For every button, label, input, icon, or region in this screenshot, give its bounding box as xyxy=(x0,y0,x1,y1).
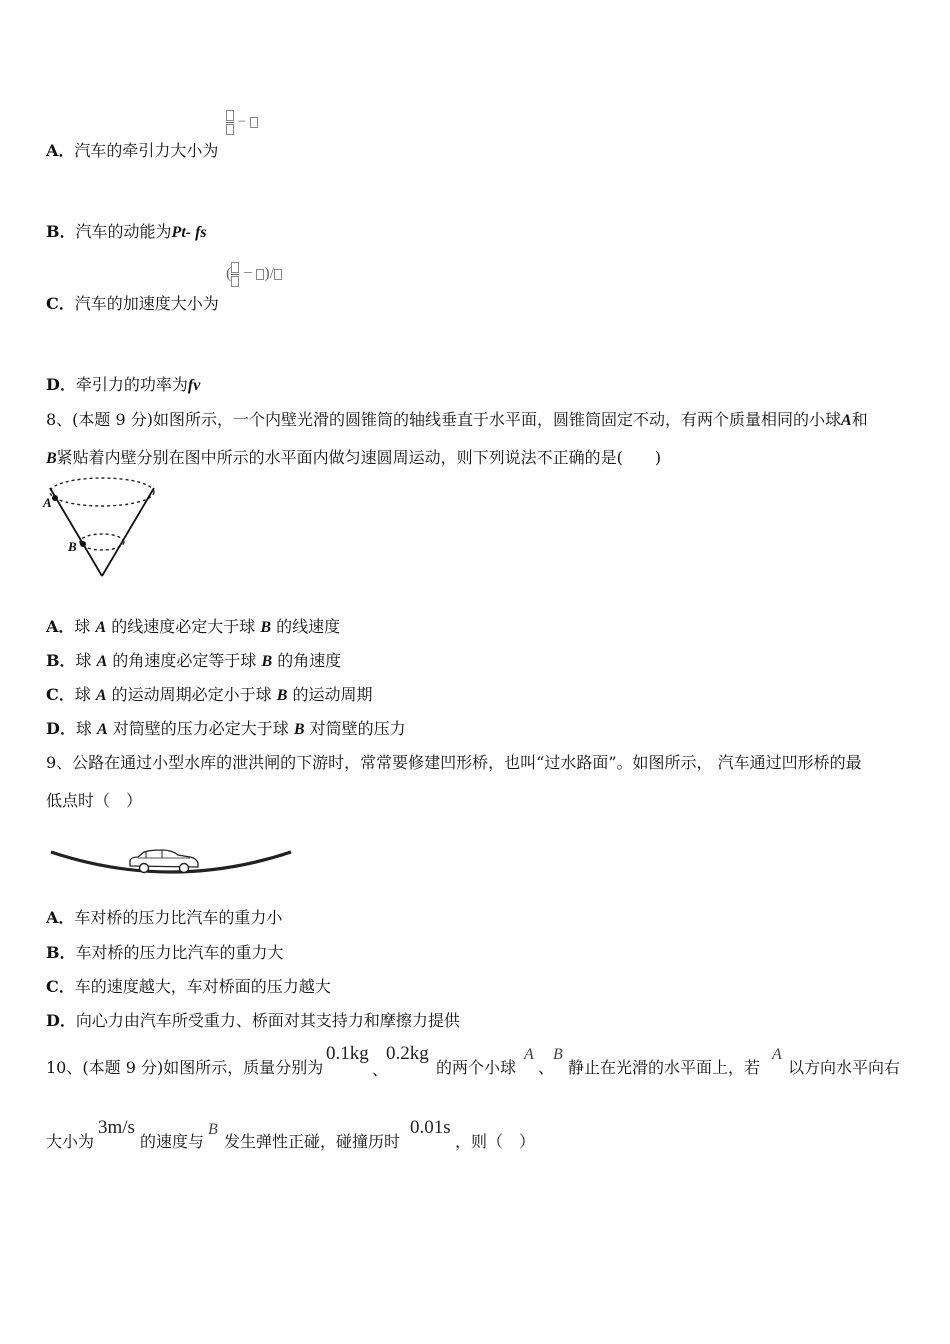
option-text: 的运动周期 xyxy=(292,685,373,704)
option-text: 的运动周期必定小于球 xyxy=(111,685,272,704)
cone-diagram xyxy=(42,474,162,584)
ball-b-symbol: B xyxy=(46,450,57,467)
q9-stem-line1: 9、公路在通过小型水库的泄洪闸的下游时，常常要修建凹形桥，也叫“过水路面”。如图所示， 汽车通过凹形桥的最 xyxy=(46,753,862,772)
option-label: A． xyxy=(46,141,75,160)
speed-value: 3m/s xyxy=(98,1117,135,1138)
option-text: 球 xyxy=(75,651,92,670)
q10-stem-part4: 以方向水平向右 xyxy=(788,1058,901,1077)
ball-a-symbol: A xyxy=(772,1046,782,1063)
q8-option-b xyxy=(46,651,341,672)
upper-orbit xyxy=(50,478,154,506)
q10-stem-part7: 发生弹性正碰，碰撞历时 xyxy=(224,1132,401,1151)
option-label: B． xyxy=(46,651,76,670)
q10-stem-part5: 大小为 xyxy=(46,1132,95,1151)
formula-traction-force: − xyxy=(226,110,258,135)
time-value: 0.01s xyxy=(410,1117,451,1138)
ball-a-symbol: A xyxy=(841,412,852,429)
q8-stem-line1 xyxy=(46,410,868,431)
option-text: 的线速度 xyxy=(276,617,341,636)
ball-b-symbol: B xyxy=(260,619,272,636)
mass-b-value: 0.2kg xyxy=(386,1043,429,1064)
option-text: 车对桥的压力比汽车的重力小 xyxy=(74,908,283,927)
q10-stem-part8: ，则（ ） xyxy=(455,1132,536,1151)
q9-option-b xyxy=(46,943,284,963)
option-label: A． xyxy=(46,908,75,927)
ball-a-symbol: A xyxy=(96,653,108,670)
q8-stem-line2 xyxy=(46,448,661,469)
option-label: D． xyxy=(46,1011,76,1030)
q7-option-a xyxy=(46,141,218,161)
option-text: 球 xyxy=(74,617,91,636)
option-text: 汽车的牵引力大小为 xyxy=(74,141,219,160)
q10-separator: 、 xyxy=(372,1060,389,1079)
q7-option-d xyxy=(46,375,200,396)
formula-power: fv xyxy=(187,377,201,394)
cone-right-wall xyxy=(102,488,154,576)
ball-a-symbol: A xyxy=(95,619,107,636)
option-text: 车的速度越大，车对桥面的压力越大 xyxy=(74,977,331,996)
ball-a xyxy=(52,495,58,501)
stem-text: 和 xyxy=(851,410,868,429)
ball-b-symbol: B xyxy=(293,721,305,738)
option-text: 对筒壁的压力必定大于球 xyxy=(112,719,289,738)
option-text: 牵引力的功率为 xyxy=(75,375,188,394)
option-label: C． xyxy=(46,977,75,996)
label-b: B xyxy=(68,539,77,554)
q7-option-c xyxy=(46,294,219,314)
car-icon xyxy=(130,850,198,873)
lower-orbit xyxy=(80,534,124,550)
formula-acceleration: ( − )/ xyxy=(226,262,282,287)
mass-a-value: 0.1kg xyxy=(326,1043,369,1064)
option-label: C． xyxy=(46,685,75,704)
ball-b-symbol: B xyxy=(261,653,273,670)
option-text: 对筒壁的压力 xyxy=(309,719,406,738)
q10-stem-part2: 的两个小球 xyxy=(436,1058,517,1077)
option-label: B． xyxy=(46,222,76,241)
option-text: 球 xyxy=(75,719,92,738)
cone-left-wall xyxy=(50,488,102,576)
ball-b xyxy=(80,541,86,547)
q10-stem-part1: 10、(本题 9 分)如图所示，质量分别为 xyxy=(46,1058,324,1077)
ball-a-symbol: A xyxy=(524,1046,534,1063)
option-text: 向心力由汽车所受重力、桥面对其支持力和摩擦力提供 xyxy=(75,1011,460,1030)
option-label: B． xyxy=(46,943,76,962)
option-label: A． xyxy=(46,617,75,636)
q9-option-a xyxy=(46,908,282,928)
q9-stem-line2: 低点时（ ） xyxy=(46,791,143,810)
q9-option-c xyxy=(46,977,331,997)
q8-option-c xyxy=(46,685,373,706)
option-text: 的角速度必定等于球 xyxy=(112,651,257,670)
q9-option-d xyxy=(46,1011,460,1031)
ball-a-symbol: A xyxy=(97,721,108,738)
ball-a-symbol: A xyxy=(95,687,107,704)
option-text: 球 xyxy=(74,685,91,704)
ball-b-symbol: B xyxy=(208,1121,218,1138)
option-text: 车对桥的压力比汽车的重力大 xyxy=(75,943,284,962)
stem-text: 紧贴着内壁分别在图中所示的水平面内做匀速圆周运动，则下列说法不正确的是( ) xyxy=(56,448,662,467)
option-text: 的角速度 xyxy=(277,651,342,670)
q8-option-d xyxy=(46,719,406,740)
ball-b-symbol: B xyxy=(276,687,288,704)
stem-text: 8、(本题 9 分)如图所示，一个内壁光滑的圆锥筒的轴线垂直于水平面，圆锥筒固定不动，有两个质量相同的小球 xyxy=(46,410,842,429)
option-text: 汽车的加速度大小为 xyxy=(74,294,219,313)
option-label: D． xyxy=(46,719,76,738)
label-a: A xyxy=(43,495,52,510)
option-label: C． xyxy=(46,294,75,313)
concave-bridge-diagram xyxy=(46,842,296,882)
formula-kinetic-energy: Pt- fs xyxy=(171,224,207,241)
q10-stem-part3: 静止在光滑的水平面上，若 xyxy=(568,1058,761,1077)
option-text: 的线速度必定大于球 xyxy=(111,617,256,636)
q10-stem-part6: 的速度与 xyxy=(140,1132,205,1151)
ball-b-symbol: B xyxy=(553,1046,563,1063)
q7-option-b xyxy=(46,222,207,243)
option-text: 汽车的动能为 xyxy=(75,222,172,241)
q10-separator: 、 xyxy=(538,1058,555,1077)
q8-option-a xyxy=(46,617,340,638)
option-label: D． xyxy=(46,375,76,394)
